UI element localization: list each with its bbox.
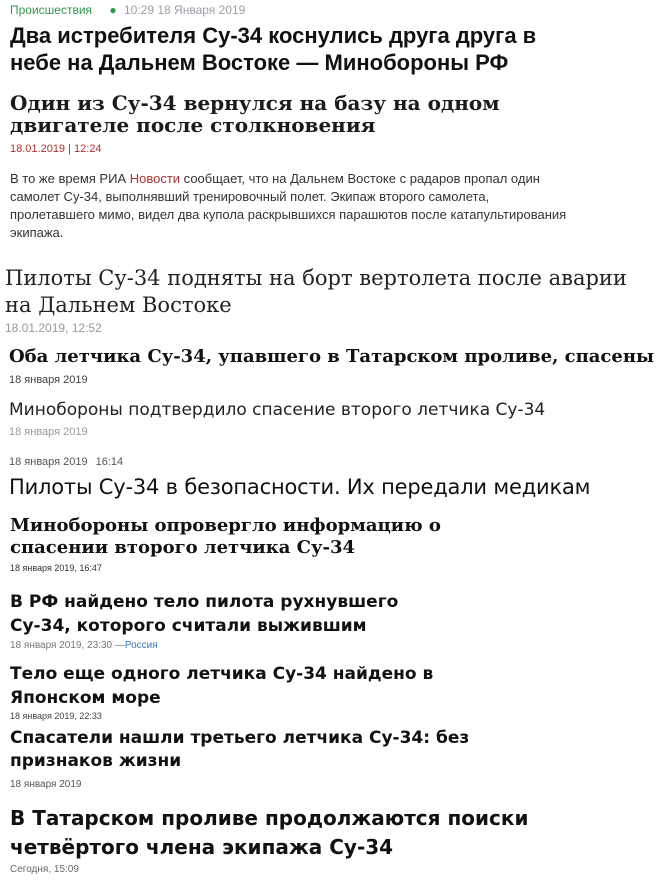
news-item-11	[10, 804, 666, 875]
news-item-9	[10, 662, 666, 721]
news-item-4	[9, 346, 666, 386]
headline-link[interactable]: Оба летчика Су-34, упавшего в Татарском проливе, спасены	[9, 346, 655, 367]
news-meta	[10, 0, 666, 20]
news-lead	[10, 170, 570, 242]
news-date: 18 января 2019, 16:47	[10, 563, 102, 573]
news-date: 18 Января 2019	[157, 3, 246, 17]
news-item-5	[9, 399, 666, 438]
headline-link[interactable]: Один из Су-34 вернулся на базу на одном двигателе после столкновения	[10, 91, 500, 137]
headline-link[interactable]: Минобороны опровергло информацию о спасении второго летчика Су-34	[10, 515, 441, 558]
news-item-6	[9, 456, 666, 500]
headline-link[interactable]: В Татарском проливе продолжаются поиски четвёртого члена экипажа Су-34	[10, 806, 529, 859]
news-item-2	[10, 92, 666, 242]
bullet-icon: ●	[109, 3, 117, 17]
headline-link[interactable]: Два истребителя Су-34 коснулись друга друга в небе на Дальнем Востоке — Минобороны РФ	[10, 23, 537, 75]
lead-text: В то же время РИА	[10, 171, 130, 186]
headline-link[interactable]: В РФ найдено тело пилота рухнувшего Су-34, которого считали выжившим	[10, 592, 399, 636]
news-date: Сегодня, 15:09	[10, 864, 79, 875]
news-time: 10:29	[124, 3, 155, 17]
news-date: 18 января 2019, 23:30 —	[10, 640, 125, 651]
news-date: 18 января 2019	[9, 374, 88, 386]
headline-link[interactable]: Спасатели нашли третьего летчика Су-34: без признаков жизни	[10, 728, 470, 771]
category-link[interactable]: Происшествия	[10, 3, 93, 17]
headline-link[interactable]: Пилоты Су-34 подняты на борт вертолета после аварии на Дальнем Востоке	[5, 266, 627, 317]
section-link[interactable]: Россия	[124, 640, 158, 651]
news-meta	[10, 640, 666, 651]
lead-text: сообщает, что на Дальнем Востоке с радаров пропал один самолет Су-34, выполнявший тренировочный полет. Экипаж второго самолета, пролетавшего мимо, видел два купола раскрывшихся парашютов после катапультирования экипажа.	[10, 171, 567, 240]
news-item-10	[10, 727, 666, 790]
news-item-1	[10, 0, 666, 76]
news-meta	[9, 456, 666, 468]
headline-link[interactable]: Тело еще одного летчика Су-34 найдено в Японском море	[10, 664, 434, 708]
headline-link[interactable]: Пилоты Су-34 в безопасности. Их передали медикам	[9, 475, 591, 499]
headline-link[interactable]: Минобороны подтвердило спасение второго летчика Су-34	[9, 400, 546, 420]
news-date: 18 января 2019	[9, 456, 88, 468]
news-item-8	[10, 590, 666, 651]
news-item-7	[10, 515, 666, 573]
news-date: 18.01.2019 | 12:24	[10, 143, 102, 155]
news-date: 18 января 2019	[10, 779, 82, 790]
news-date: 18 января 2019, 22:33	[10, 711, 102, 721]
news-date: 18.01.2019, 12:52	[5, 321, 102, 335]
news-date: 18 января 2019	[9, 426, 88, 438]
news-time: 16:14	[95, 456, 124, 468]
source-link[interactable]: Новости	[129, 171, 181, 186]
news-item-3	[5, 265, 666, 335]
